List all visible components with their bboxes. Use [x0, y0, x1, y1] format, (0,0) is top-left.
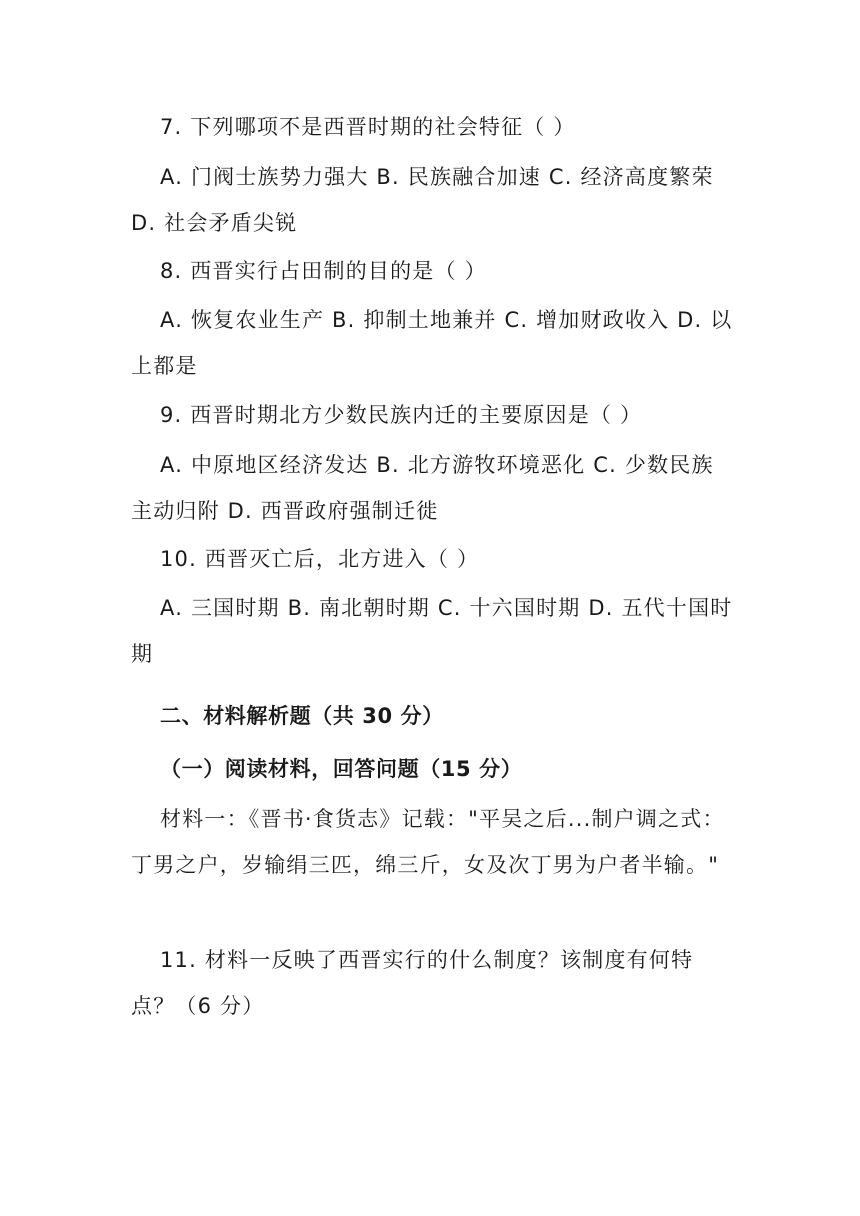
question-8-options: A. 恢复农业生产 B. 抑制土地兼并 C. 增加财政收入 D. 以上都是 [131, 308, 733, 378]
question-10-stem: 10. 西晋灭亡后，北方进入（ ） [160, 547, 480, 571]
question-10-options: A. 三国时期 B. 南北朝时期 C. 十六国时期 D. 五代十国时期 [131, 596, 733, 666]
section-2-title: 二、材料解析题（共 30 分） [160, 704, 444, 728]
question-7-stem: 7. 下列哪项不是西晋时期的社会特征（ ） [160, 115, 576, 139]
material-1-text: 材料一：《晋书·食货志》记载："平吴之后...制户调之式：丁男之户，岁输绢三匹，绵三斤，女及次丁男为户者半输。" [131, 807, 725, 877]
part-1-title: （一）阅读材料，回答问题（15 分） [160, 757, 523, 781]
question-11-stem: 11. 材料一反映了西晋实行的什么制度？该制度有何特点？（6 分） [131, 948, 694, 1018]
question-9-stem: 9. 西晋时期北方少数民族内迁的主要原因是（ ） [160, 403, 643, 427]
question-7-options: A. 门阀士族势力强大 B. 民族融合加速 C. 经济高度繁荣 D. 社会矛盾尖锐 [131, 165, 714, 235]
question-8-stem: 8. 西晋实行占田制的目的是（ ） [160, 259, 487, 283]
question-9-options: A. 中原地区经济发达 B. 北方游牧环境恶化 C. 少数民族主动归附 D. 西晋政府强制迁徙 [131, 453, 714, 523]
